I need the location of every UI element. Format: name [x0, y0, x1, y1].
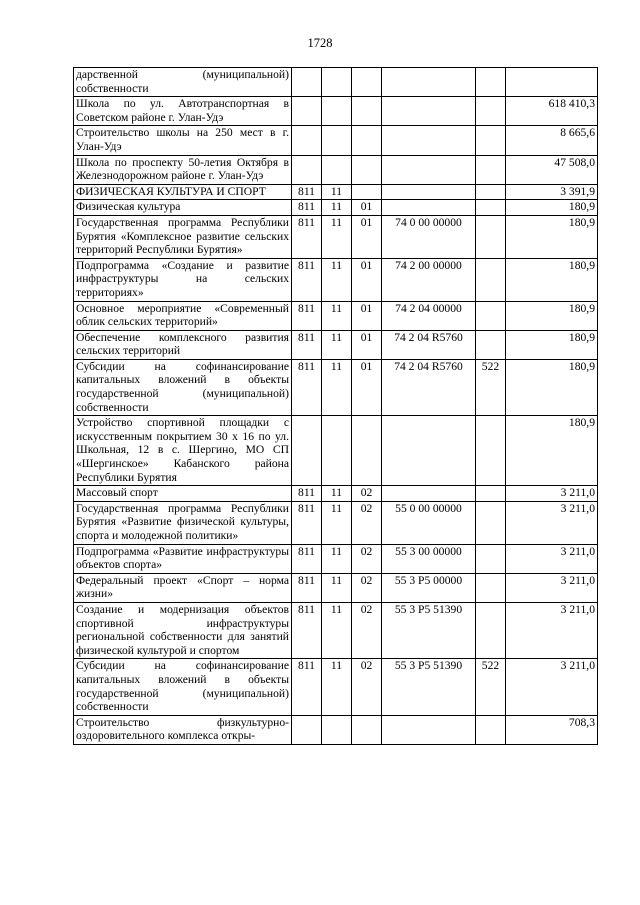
row-name: Федеральный проект «Спорт – норма жизни» — [74, 573, 292, 602]
row-expense-type — [476, 715, 506, 744]
row-grbs: 811 — [292, 301, 322, 330]
row-name: Создание и модернизация объектов спортивной инфраструктуры региональной собственности для занятий физической культурой и спортом — [74, 602, 292, 658]
row-target-article: 74 2 00 00000 — [382, 258, 476, 301]
row-section: 11 — [322, 184, 352, 200]
row-expense-type: 522 — [476, 659, 506, 715]
row-grbs — [292, 715, 322, 744]
row-target-article — [382, 486, 476, 502]
row-subsection — [352, 715, 382, 744]
table-row — [74, 200, 598, 216]
row-grbs: 811 — [292, 486, 322, 502]
row-name: ФИЗИЧЕСКАЯ КУЛЬТУРА И СПОРТ — [74, 184, 292, 200]
row-target-article: 55 0 00 00000 — [382, 501, 476, 544]
row-section — [322, 68, 352, 97]
row-name: Физическая культура — [74, 200, 292, 216]
table-row — [74, 97, 598, 126]
row-section: 11 — [322, 359, 352, 415]
row-subsection: 01 — [352, 200, 382, 216]
row-grbs: 811 — [292, 200, 322, 216]
row-sum: 3 211,0 — [506, 659, 598, 715]
table-row — [74, 715, 598, 744]
row-subsection: 02 — [352, 486, 382, 502]
row-name: Школа по ул. Автотранспортная в Советском районе г. Улан-Удэ — [74, 97, 292, 126]
row-name: Субсидии на софинансирование капитальных вложений в объекты государственной (муниципальной) собственности — [74, 659, 292, 715]
row-name: Школа по проспекту 50-летия Октября в Железнодорожном районе г. Улан-Удэ — [74, 155, 292, 184]
row-expense-type — [476, 301, 506, 330]
row-target-article — [382, 715, 476, 744]
table-row — [74, 486, 598, 502]
row-expense-type — [476, 68, 506, 97]
row-section: 11 — [322, 330, 352, 359]
row-subsection: 01 — [352, 258, 382, 301]
row-sum: 180,9 — [506, 359, 598, 415]
table-row — [74, 301, 598, 330]
row-grbs — [292, 97, 322, 126]
row-section — [322, 126, 352, 155]
row-subsection: 01 — [352, 359, 382, 415]
row-target-article — [382, 416, 476, 486]
row-expense-type — [476, 486, 506, 502]
row-expense-type — [476, 215, 506, 258]
row-sum: 180,9 — [506, 301, 598, 330]
row-sum: 8 665,6 — [506, 126, 598, 155]
row-sum — [506, 68, 598, 97]
row-target-article: 74 2 04 00000 — [382, 301, 476, 330]
row-expense-type — [476, 544, 506, 573]
row-sum: 3 211,0 — [506, 602, 598, 658]
row-section: 11 — [322, 573, 352, 602]
row-subsection: 01 — [352, 301, 382, 330]
table-row — [74, 544, 598, 573]
row-expense-type — [476, 155, 506, 184]
row-section: 11 — [322, 215, 352, 258]
table-row — [74, 416, 598, 486]
row-expense-type — [476, 573, 506, 602]
row-sum: 180,9 — [506, 215, 598, 258]
table-row — [74, 258, 598, 301]
row-section — [322, 155, 352, 184]
row-name: Устройство спортивной площадки с искусственным покрытием 30 х 16 по ул. Школьная, 12 в с. Шергино, МО СП «Шергинское» Кабанского района Республики Бурятия — [74, 416, 292, 486]
row-sum: 47 508,0 — [506, 155, 598, 184]
row-target-article — [382, 97, 476, 126]
row-target-article: 55 3 P5 51390 — [382, 602, 476, 658]
row-name: Подпрограмма «Развитие инфраструктуры объектов спорта» — [74, 544, 292, 573]
table-row — [74, 359, 598, 415]
row-sum: 708,3 — [506, 715, 598, 744]
row-section — [322, 416, 352, 486]
row-section: 11 — [322, 659, 352, 715]
table-row — [74, 573, 598, 602]
row-target-article: 55 3 00 00000 — [382, 544, 476, 573]
row-sum: 3 211,0 — [506, 544, 598, 573]
table-row — [74, 215, 598, 258]
row-grbs: 811 — [292, 573, 322, 602]
row-subsection — [352, 97, 382, 126]
row-name: Строительство физкультурно-оздоровительного комплекса откры- — [74, 715, 292, 744]
row-name: Субсидии на софинансирование капитальных вложений в объекты государственной (муниципальной) собственности — [74, 359, 292, 415]
row-sum: 3 211,0 — [506, 573, 598, 602]
row-section: 11 — [322, 501, 352, 544]
row-section: 11 — [322, 200, 352, 216]
row-grbs: 811 — [292, 602, 322, 658]
row-expense-type — [476, 184, 506, 200]
row-target-article — [382, 200, 476, 216]
row-subsection — [352, 184, 382, 200]
row-sum: 3 211,0 — [506, 501, 598, 544]
table-row — [74, 184, 598, 200]
table-row — [74, 602, 598, 658]
page-number: 1728 — [307, 36, 333, 50]
row-section: 11 — [322, 544, 352, 573]
row-expense-type — [476, 330, 506, 359]
row-grbs: 811 — [292, 215, 322, 258]
row-section: 11 — [322, 258, 352, 301]
row-target-article — [382, 155, 476, 184]
row-grbs: 811 — [292, 258, 322, 301]
table-row — [74, 659, 598, 715]
table-row — [74, 155, 598, 184]
row-subsection: 02 — [352, 602, 382, 658]
row-target-article: 74 2 04 R5760 — [382, 330, 476, 359]
table-row — [74, 68, 598, 97]
row-target-article — [382, 184, 476, 200]
row-sum: 3 211,0 — [506, 486, 598, 502]
row-expense-type — [476, 602, 506, 658]
row-grbs: 811 — [292, 330, 322, 359]
row-subsection: 01 — [352, 215, 382, 258]
row-subsection: 02 — [352, 501, 382, 544]
row-name: Государственная программа Республики Бурятия «Развитие физической культуры, спорта и молодежной политики» — [74, 501, 292, 544]
row-expense-type — [476, 97, 506, 126]
table-row — [74, 501, 598, 544]
row-section — [322, 715, 352, 744]
row-name: дарственной (муниципальной) собственности — [74, 68, 292, 97]
row-sum: 180,9 — [506, 258, 598, 301]
row-sum: 618 410,3 — [506, 97, 598, 126]
row-subsection: 01 — [352, 330, 382, 359]
row-expense-type — [476, 258, 506, 301]
row-grbs — [292, 68, 322, 97]
row-name: Основное мероприятие «Современный облик сельских территорий» — [74, 301, 292, 330]
row-expense-type — [476, 200, 506, 216]
row-expense-type: 522 — [476, 359, 506, 415]
row-name: Строительство школы на 250 мест в г. Улан-Удэ — [74, 126, 292, 155]
row-subsection: 02 — [352, 573, 382, 602]
table-row — [74, 330, 598, 359]
row-expense-type — [476, 416, 506, 486]
row-target-article: 74 2 04 R5760 — [382, 359, 476, 415]
row-sum: 3 391,9 — [506, 184, 598, 200]
row-expense-type — [476, 126, 506, 155]
row-subsection — [352, 68, 382, 97]
row-section: 11 — [322, 486, 352, 502]
row-grbs: 811 — [292, 544, 322, 573]
row-subsection — [352, 155, 382, 184]
row-target-article — [382, 68, 476, 97]
row-target-article — [382, 126, 476, 155]
table-row — [74, 126, 598, 155]
row-target-article: 55 3 P5 00000 — [382, 573, 476, 602]
row-grbs: 811 — [292, 659, 322, 715]
row-section — [322, 97, 352, 126]
row-sum: 180,9 — [506, 330, 598, 359]
row-grbs: 811 — [292, 501, 322, 544]
row-grbs: 811 — [292, 184, 322, 200]
row-section: 11 — [322, 301, 352, 330]
row-grbs — [292, 155, 322, 184]
row-sum: 180,9 — [506, 416, 598, 486]
row-section: 11 — [322, 602, 352, 658]
row-name: Обеспечение комплексного развития сельских территорий — [74, 330, 292, 359]
row-grbs — [292, 126, 322, 155]
row-name: Подпрограмма «Создание и развитие инфраструктуры на сельских территориях» — [74, 258, 292, 301]
row-subsection: 02 — [352, 659, 382, 715]
row-expense-type — [476, 501, 506, 544]
row-name: Государственная программа Республики Бурятия «Комплексное развитие сельских территорий Республики Бурятия» — [74, 215, 292, 258]
row-grbs — [292, 416, 322, 486]
row-target-article: 74 0 00 00000 — [382, 215, 476, 258]
row-subsection — [352, 416, 382, 486]
row-sum: 180,9 — [506, 200, 598, 216]
budget-table-body — [74, 68, 598, 745]
row-subsection: 02 — [352, 544, 382, 573]
row-grbs: 811 — [292, 359, 322, 415]
row-name: Массовый спорт — [74, 486, 292, 502]
row-subsection — [352, 126, 382, 155]
budget-table — [73, 67, 598, 745]
row-target-article: 55 3 P5 51390 — [382, 659, 476, 715]
